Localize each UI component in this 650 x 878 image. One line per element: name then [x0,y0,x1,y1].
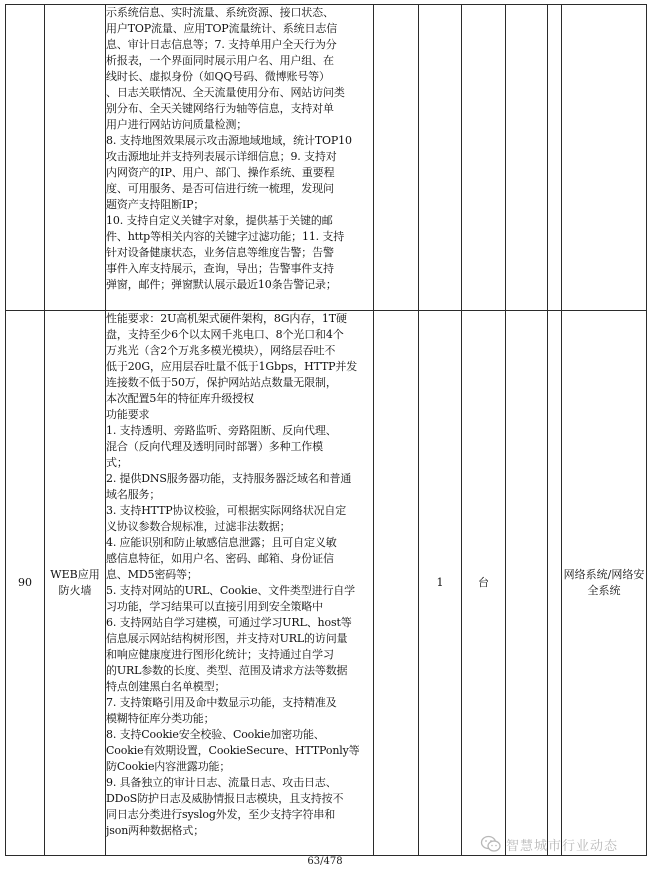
cell-seq-empty [6,5,45,311]
description-line: 5. 支持对网站的URL、Cookie、文件类型进行自学 [106,584,356,597]
description-line: 息、审计日志信息等；7. 支持单用户全天行为分 [106,38,337,51]
watermark [480,833,618,855]
description-line: 、日志关联情况、全天流量使用分布、网站访问类 [106,86,345,99]
description-line: 信息展示网站结构树形图，并支持对URL的访问量 [106,632,348,645]
cell-quantity: 1 [419,311,462,856]
description-line: 8. 支持Cookie安全校验、Cookie加密功能、 [106,728,325,741]
description-line: 事件入库支持展示，查询，导出；告警事件支持 [106,262,334,275]
cell-seq: 90 [6,311,45,856]
cell-product-name: WEB应用防火墙 [45,311,106,856]
description-line: 题资产支持阻断IP； [106,198,205,211]
description-line: 弹窗，邮件；弹窗默认展示最近10条告警记录； [106,278,337,291]
description-line: 内网资产的IP、用户、部门、操作系统、重要程 [106,166,335,179]
cell-category: 网络系统/网络安全系统 [562,311,647,856]
cell-empty [374,311,419,856]
description-line: 线时长、虚拟身份（如QQ号码、微博账号等） [106,70,330,83]
cell-description-continued [106,5,374,311]
cell-empty [374,5,419,311]
description-line: 本次配置5年的特征库升级授权 [106,392,254,405]
description-line: 示系统信息、实时流量、系统资源、接口状态、 [106,6,334,19]
description-line: 连接数不低于50万，保护网站站点数量无限制， [106,376,337,389]
description-line: 和响应健康度进行图形化统计；支持通过自学习 [106,648,334,661]
description-line: 同日志分类进行syslog外发，至少支持字符串和 [106,808,336,821]
description-line: 混合（反向代理及透明同时部署）多种工作模 [106,440,323,453]
cell-empty [419,5,462,311]
cell-empty [462,5,506,311]
description-line: 攻击源地址并支持列表展示详细信息；9. 支持对 [106,150,337,163]
description-line: 用户进行网站访问质量检测； [106,118,248,131]
description-line: 低于20G，应用层吞吐量不低于1Gbps，HTTP并发 [106,360,358,373]
description-line: 4. 应能识别和防止敏感信息泄露；且可自定义敏 [106,536,337,549]
description-line: 10. 支持自定义关键字对象，提供基于关键的邮 [106,214,333,227]
page-number: 63/478 [307,856,343,867]
cell-empty [548,311,562,856]
description-line: 7. 支持策略引用及命中数显示功能，支持精准及 [106,696,337,709]
description-lines [106,311,373,839]
description-line: 用户TOP流量、应用TOP流量统计、系统日志信 [106,22,338,35]
description-line: 特点创建黑白名单模型； [106,680,226,693]
description-line: Cookie有效期设置，CookieSecure、HTTPonly等 [106,744,360,757]
description-line: 9. 具备独立的审计日志、流量日志、攻击日志、 [106,776,337,789]
description-line: 的URL参数的长度、类型、范围及请求方法等数据 [106,664,348,677]
description-line: 盘，支持至少6个以太网千兆电口、8个光口和4个 [106,328,344,341]
description-line: 模糊特征库分类功能； [106,712,215,725]
description-line: 3. 支持HTTP协议校验，可根据实际网络状况自定 [106,504,347,517]
description-line: 域名服务； [106,488,161,501]
cell-name-empty [45,5,106,311]
description-line: 8. 支持地图效果展示攻击源地域地域，统计TOP10 [106,134,352,147]
wechat-icon [480,835,502,853]
description-line: 习功能，学习结果可以直接引用到安全策略中 [106,600,323,613]
description-line: DDoS防护日志及威胁情报日志模块，且支持按不 [106,792,344,805]
description-line: 性能要求：2U高机架式硬件架构，8G内存，1T硬 [106,312,347,325]
description-line: json两种数据格式； [106,824,205,837]
description-line: 度、可用服务、是否可信进行统一梳理，发现问 [106,182,334,195]
description-line: 件、http等相关内容的关键字过滤功能；11. 支持 [106,230,345,243]
cell-empty [548,5,562,311]
description-line: 2. 提供DNS服务器功能，支持服务器泛域名和普通 [106,472,352,485]
description-line: 析报表，一个界面同时展示用户名、用户组、在 [106,54,334,67]
description-line: 万兆光（含2个万兆多模光模块），网络层吞吐不 [106,344,336,357]
description-line: 1. 支持透明、旁路监听、旁路阻断、反向代理、 [106,424,337,437]
description-lines [106,5,373,293]
description-line: 别分布、全天关键网络行为轴等信息，支持对单 [106,102,334,115]
description-line: 式； [106,456,128,469]
description-line: 功能要求 [106,408,150,421]
watermark-text: 智慧城市行业动态 [506,838,619,854]
description-line: 针对设备健康状态，业务信息等维度告警；告警 [106,246,334,259]
description-line: 6. 支持网站自学习建模，可通过学习URL、host等 [106,616,352,629]
table-row-continued [6,5,647,311]
cell-empty [506,311,548,856]
description-line: 防Cookie内容泄露功能； [106,760,231,773]
cell-description [106,311,374,856]
spec-table [5,4,647,856]
cell-empty [506,5,548,311]
table-row-90 [6,311,647,856]
cell-unit: 台 [462,311,506,856]
cell-empty [562,5,647,311]
description-line: 息、MD5密码等； [106,568,198,581]
description-line: 感信息特征，如用户名、密码、邮箱、身份证信 [106,552,334,565]
description-line: 义协议参数合规标准，过滤非法数据； [106,520,291,533]
